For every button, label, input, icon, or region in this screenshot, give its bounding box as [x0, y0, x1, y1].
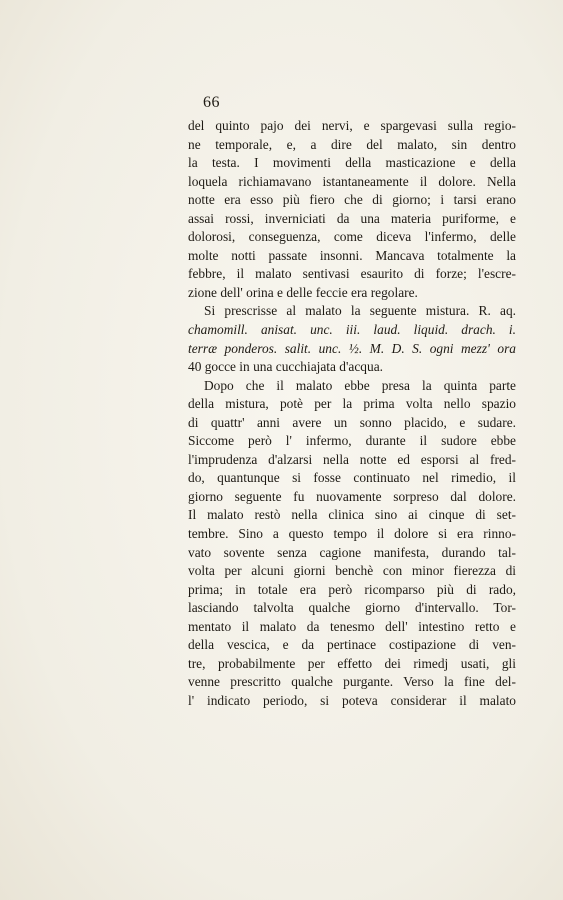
- text-line: Dopo che il malato ebbe presa la quinta parte: [204, 377, 516, 393]
- text-line: notte era esso più fiero che di giorno; i tarsi erano: [188, 192, 516, 208]
- text-line: Il malato restò nella clinica sino ai cinque di set-: [188, 507, 516, 523]
- text-line: mentato il malato da tenesmo dell' intestino retto e: [188, 618, 516, 634]
- text-line: Si prescrisse al malato la seguente mistura. R. aq.: [204, 303, 516, 319]
- text-line: assai rossi, inverniciati da una materia puriforme, e: [188, 210, 516, 226]
- text-line: del quinto pajo dei nervi, e spargevasi sulla regio-: [188, 118, 516, 133]
- text-line: la testa. I movimenti della masticazione e della: [188, 155, 516, 171]
- text-line: dolorosi, conseguenza, come diceva l'infermo, delle: [188, 229, 516, 245]
- text-line: prima; in totale era però ricomparso più di rado,: [188, 581, 516, 597]
- text-line: lasciando talvolta qualche giorno d'intervallo. Tor-: [188, 600, 516, 616]
- text-line: Siccome però l' infermo, durante il sudore ebbe: [188, 433, 516, 449]
- text-line: volta per alcuni giorni benchè con minor fierezza di: [188, 563, 516, 579]
- text-line: della mistura, potè per la prima volta nello spazio: [188, 396, 516, 412]
- text-line: terræ ponderos. salit. unc. ½. M. D. S. ogni mezz' ora: [188, 340, 516, 356]
- page-number: 66: [203, 94, 220, 111]
- text-line: tembre. Sino a questo tempo il dolore si era rinno-: [188, 526, 516, 542]
- text-line: do, quantunque si fosse continuato nel rimedio, il: [188, 470, 516, 486]
- text-line: della vescica, e da pertinace costipazione di ven-: [188, 637, 516, 653]
- text-line: tre, probabilmente per effetto dei rimedj usati, gli: [188, 655, 516, 671]
- text-line: loquela richiamavano istantaneamente il dolore. Nella: [188, 173, 516, 189]
- text-line: 40 gocce in una cucchiajata d'acqua.: [188, 359, 383, 375]
- text-line: l' indicato periodo, si poteva considerar il malato: [188, 692, 516, 708]
- text-line: venne prescritto qualche purgante. Verso la fine del-: [188, 674, 516, 690]
- text-line: zione dell' orina e delle feccie era regolare.: [188, 284, 418, 300]
- text-line: ne temporale, e, a dire del malato, sin dentro: [188, 136, 516, 152]
- text-line: febbre, il malato sentivasi esaurito di forze; l'escre-: [188, 266, 516, 282]
- text-line: chamomill. anisat. unc. iii. laud. liquid. drach. i.: [188, 322, 516, 338]
- text-line: giorno seguente fu nuovamente sorpreso dal dolore.: [188, 488, 516, 504]
- text-line: l'imprudenza d'alzarsi nella notte ed esporsi al fred-: [188, 451, 516, 467]
- text-line: di quattr' anni avere un sonno placido, e sudare.: [188, 414, 516, 430]
- body-text: [188, 117, 516, 711]
- text-line: vato sovente senza cagione manifesta, durando tal-: [188, 544, 516, 560]
- text-line: molte notti passate insonni. Mancava totalmente la: [188, 247, 516, 263]
